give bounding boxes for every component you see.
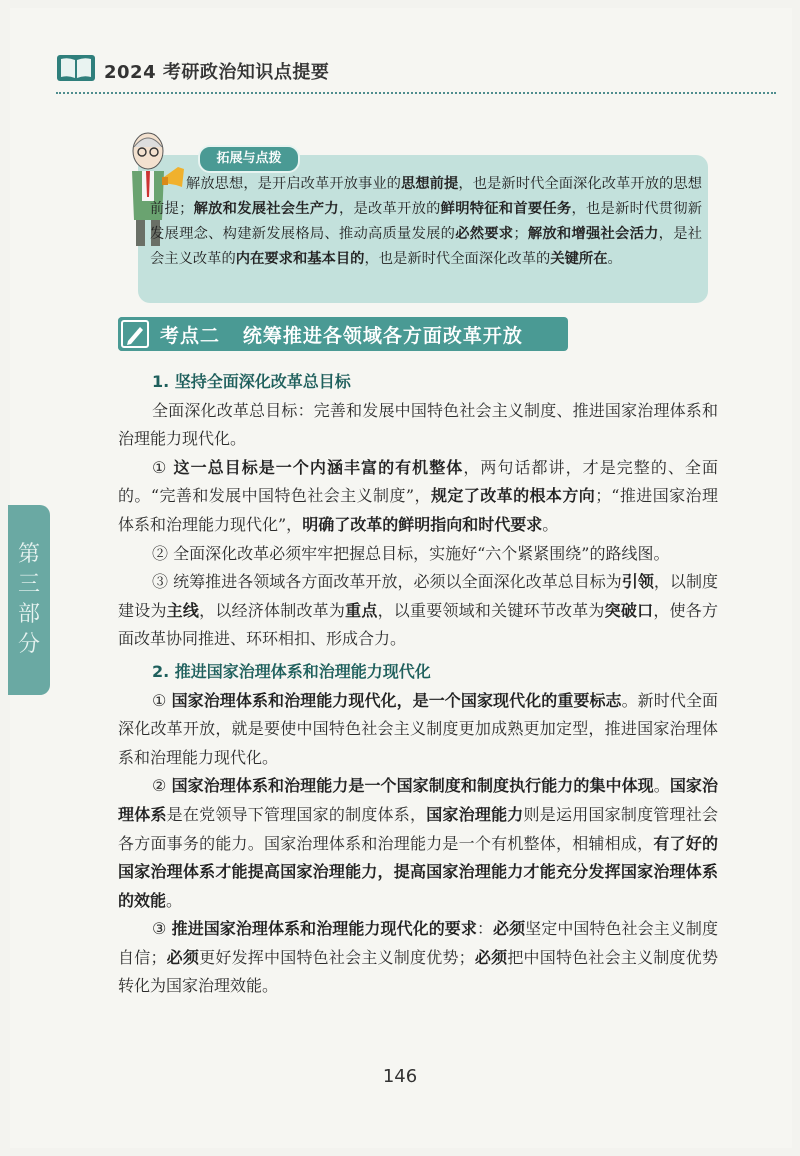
text-run: 坚定中国特色社会主义制度自信； — [118, 919, 718, 967]
text-run: ，两句话都讲，才是完整的、全面的。“完善和发展中国特色社会主义制度”， — [118, 457, 718, 506]
text-run: ，以经济体制改革为 — [199, 600, 346, 620]
emphasis-text: 突破口 — [604, 600, 654, 620]
paragraph — [118, 568, 718, 654]
page-header — [56, 48, 776, 92]
side-char: 第 — [17, 542, 40, 567]
header-title: 2024 考研政治知识点提要 — [104, 62, 330, 83]
text-run: ，是改革开放的 — [338, 201, 441, 217]
emphasis-text: 必须 — [493, 919, 526, 939]
emphasis-text: 推进国家治理体系和治理能力现代化的要求 — [171, 919, 477, 939]
subheading — [118, 368, 718, 397]
emphasis-text: 解放和增强社会活力 — [527, 226, 659, 242]
open-book-icon — [56, 54, 96, 82]
header-divider — [56, 92, 776, 94]
emphasis-text: 国家治理能力 — [426, 804, 524, 824]
tip-text — [150, 172, 702, 272]
text-run: 2. 推进国家治理体系和治理能力现代化 — [152, 661, 431, 681]
text-run: 把中国特色社会主义制度优势转化为国家治理效能。 — [118, 947, 718, 996]
text-run: ① — [152, 690, 172, 710]
pencil-icon — [118, 317, 152, 351]
emphasis-text: 鲜明特征和首要任务 — [440, 201, 572, 217]
paragraph — [118, 772, 718, 915]
text-run: ，使各方面改革协同推进、环环相扣、形成合力。 — [118, 600, 718, 649]
text-run: 1. 坚持全面深化改革总目标 — [152, 372, 351, 391]
emphasis-text: 国家治理体系和治理能力现代化，是一个国家现代化的重要标志 — [171, 690, 622, 710]
emphasis-text: 规定了改革的根本方向 — [430, 486, 596, 506]
emphasis-text: 国家治理体系和治理能力是一个国家制度和制度执行能力的集中体现 — [171, 776, 654, 796]
page-number: 146 — [382, 1066, 418, 1087]
part-side-label — [8, 540, 50, 660]
emphasis-text: 必须 — [474, 947, 508, 967]
text-run: ② — [152, 776, 172, 796]
text-run: 。 — [653, 776, 670, 796]
text-run: 。新时代全面深化改革开放，就是要使中国特色社会主义制度更加成熟更加定型，推进国家治理体系和治理能力现代化。 — [118, 690, 718, 767]
text-run: 。 — [542, 514, 559, 534]
emphasis-text: 思想前提 — [401, 176, 459, 192]
emphasis-text: 重点 — [345, 600, 378, 620]
text-run: ； — [513, 226, 528, 242]
text-run: 解放思想，是开启改革开放事业的 — [186, 176, 402, 192]
text-run: ： — [476, 919, 494, 939]
text-run: 全面深化改革总目标：完善和发展中国特色社会主义制度、推进国家治理体系和治理能力现代化。 — [118, 400, 718, 449]
side-char: 部 — [17, 602, 40, 627]
tip-label: 拓展与点拨 — [198, 145, 300, 173]
text-run: 是在党领导下管理国家的制度体系， — [166, 804, 427, 824]
paragraph — [118, 454, 718, 540]
emphasis-text: 必然要求 — [455, 226, 514, 242]
text-run: ，以重要领域和关键环节改革为 — [377, 600, 605, 620]
text-run: 则是运用国家制度管理社会各方面事务的能力。国家治理体系和治理能力是一个有机整体，相辅相成， — [118, 804, 718, 853]
paragraph — [118, 687, 718, 773]
paragraph — [118, 915, 718, 1001]
emphasis-text: 明确了改革的鲜明指向和时代要求 — [302, 514, 543, 534]
emphasis-text: 关键所在 — [550, 251, 608, 267]
text-run: 。 — [166, 890, 183, 910]
section-title: 考点二 统筹推进各领域各方面改革开放 — [160, 325, 523, 347]
emphasis-text: 解放和发展社会生产力 — [193, 201, 339, 217]
text-run: ；“推进国家治理体系和治理能力现代化”， — [118, 486, 718, 534]
emphasis-text: 主线 — [166, 600, 200, 620]
text-run: ③ — [152, 919, 172, 939]
paragraph — [118, 397, 718, 454]
text-run: ③ 统筹推进各领域各方面改革开放，必须以全面深化改革总目标为 — [152, 572, 622, 592]
main-content — [118, 364, 718, 1001]
text-run: ，是社会主义改革的 — [150, 226, 703, 267]
text-run: ，也是新时代全面深化改革的 — [364, 251, 551, 267]
text-run: ，也是新时代贯彻新发展理念、构建新发展格局、推动高质量发展的 — [150, 201, 703, 242]
emphasis-text: 国家治理体系 — [118, 776, 718, 824]
side-char: 分 — [17, 632, 40, 657]
emphasis-text: 这一总目标是一个内涵丰富的有机整体 — [173, 457, 464, 477]
text-run: ① — [152, 457, 174, 477]
subheading — [118, 658, 718, 687]
emphasis-text: 有了好的国家治理体系才能提高国家治理能力，提高国家治理能力才能充分发挥国家治理体系的效能 — [118, 833, 718, 910]
text-run: 。 — [607, 251, 622, 267]
emphasis-text: 内在要求和基本目的 — [235, 251, 365, 267]
text-run: ，以制度建设为 — [118, 572, 718, 620]
text-run: ② 全面深化改革必须牢牢把握总目标，实施好“六个紧紧围绕”的路线图。 — [152, 543, 670, 563]
side-char: 三 — [17, 572, 40, 597]
emphasis-text: 必须 — [166, 947, 200, 967]
text-run: ，也是新时代全面深化改革开放的思想前提； — [150, 176, 703, 217]
text-run: 更好发挥中国特色社会主义制度优势； — [199, 947, 475, 967]
emphasis-text: 引领 — [621, 572, 654, 592]
paragraph — [118, 540, 718, 569]
